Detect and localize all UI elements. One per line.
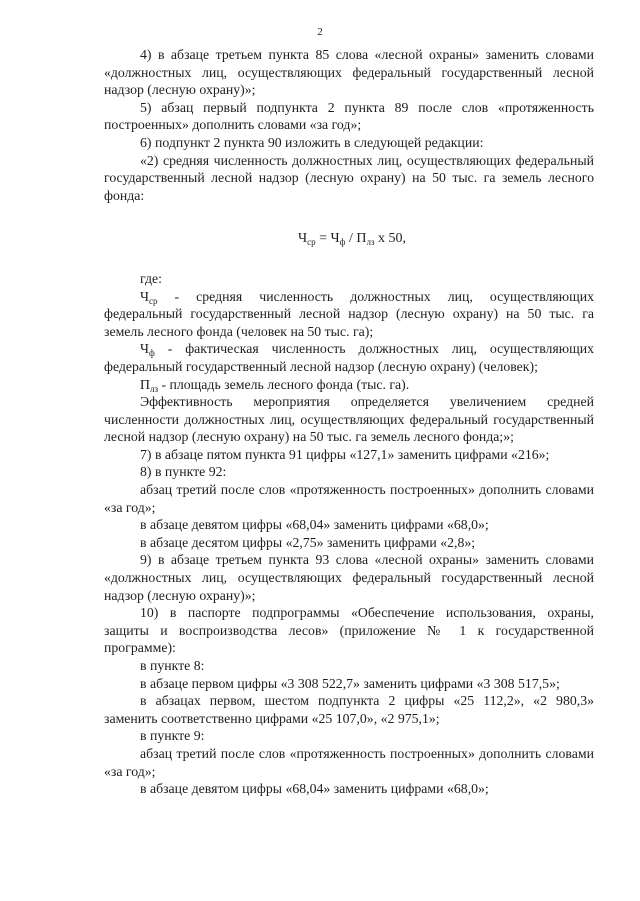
formula-equals-chf: = Ч (315, 231, 340, 247)
definition-subscript: ср (148, 295, 158, 306)
paragraph-item-10: 10) в паспорте подпрограммы «Обеспечение использования, охраны, защиты и воспроизводства лесов» (приложение № 1 к государственной программе): (104, 605, 594, 656)
paragraph-point-8: в пункте 8: (140, 658, 205, 673)
page-number: 2 (317, 26, 323, 38)
paragraph-item-9: 9) в абзаце третьем пункта 93 слова «лесной охраны» заменить словами «должностных лиц, осуществляющих федеральный государственный лесной надзор (лесную охрану)»; (104, 552, 594, 603)
formula-subscript-sr: ср (307, 237, 316, 248)
formula-symbol-chsr: Ч (298, 231, 308, 247)
paragraph-point-9-sub-1: абзац третий после слов «протяженность построенных» дополнить словами «за год»; (104, 745, 594, 779)
paragraph-point-8-sub-1: в абзаце первом цифры «3 308 522,7» заменить цифрами «3 308 517,5»; (140, 675, 560, 691)
paragraph-item-5: 5) абзац первый подпункта 2 пункта 89 после слов «протяженность построенных» дополнить словами «за год»; (104, 99, 594, 133)
paragraph-point-8-sub-2: в абзацах первом, шестом подпункта 2 цифры «25 112,2», «2 980,3» заменить соответственно цифрами «25 107,0», «2 975,1»; (104, 693, 594, 726)
formula-divide-plz: / П (345, 231, 367, 247)
paragraph-item-8-sub-3: в абзаце десятом цифры «2,75» заменить цифрами «2,8»; (140, 534, 476, 550)
paragraph-item-8-sub-1: абзац третий после слов «протяженность построенных» дополнить словами «за год»; (104, 482, 594, 515)
definition-text: - фактическая численность должностных лиц, осуществляющих федеральный государственный лесной надзор (лесную охрану) (человек); (104, 341, 594, 374)
formula-subscript-lz: лз (366, 237, 375, 248)
paragraph-item-6: 6) подпункт 2 пункта 90 изложить в следующей редакции: (140, 134, 484, 150)
definition-chsr (104, 288, 594, 341)
paragraph-item-7: 7) в абзаце пятом пункта 91 цифры «127,1» заменить цифрами «216»; (140, 446, 550, 462)
paragraph-quoted-definition: «2) средняя численность должностных лиц, осуществляющих федеральный государственный лесной надзор (лесную охрану) на 50 тыс. га земель лесного фонда: (104, 152, 594, 203)
formula-subscript-f: ф (339, 237, 346, 248)
where-label: где: (140, 270, 162, 286)
definition-symbol: Ч (140, 288, 149, 304)
document-body (104, 46, 594, 798)
definition-chf (104, 340, 594, 375)
paragraph-item-4: 4) в абзаце третьем пункта 85 слова «лесной охраны» заменить словами «должностных лиц, осуществляющих федеральный государственный лесной надзор (лесную охрану)»; (104, 47, 594, 98)
formula-tail: х 50, (374, 231, 406, 247)
paragraph-point-9-sub-2: в абзаце девятом цифры «68,04» заменить цифрами «68,0»; (140, 781, 489, 797)
definition-subscript: лз (149, 383, 159, 394)
definition-text: - площадь земель лесного фонда (тыс. га). (158, 376, 410, 392)
definition-symbol: П (140, 376, 150, 392)
formula (104, 230, 594, 248)
definition-plz (104, 376, 594, 394)
definition-text: - средняя численность должностных лиц, осуществляющих федеральный государственный лесной надзор (лесную охрану) на 50 тыс. га земель лесного фонда (человек на 50 тыс. га); (104, 288, 594, 339)
paragraph-point-9: в пункте 9: (140, 728, 205, 744)
paragraph-item-8-sub-2: в абзаце девятом цифры «68,04» заменить цифрами «68,0»; (140, 517, 489, 533)
definition-subscript: ф (148, 348, 155, 359)
paragraph-effectiveness: Эффективность мероприятия определяется увеличением средней численности должностных лиц, осуществляющих федеральный государственный лесной надзор (лесную охрану) на 50 тыс. га земель лесного фонда;»; (104, 394, 594, 445)
paragraph-item-8: 8) в пункте 92: (140, 464, 227, 480)
definition-symbol: Ч (140, 341, 149, 357)
